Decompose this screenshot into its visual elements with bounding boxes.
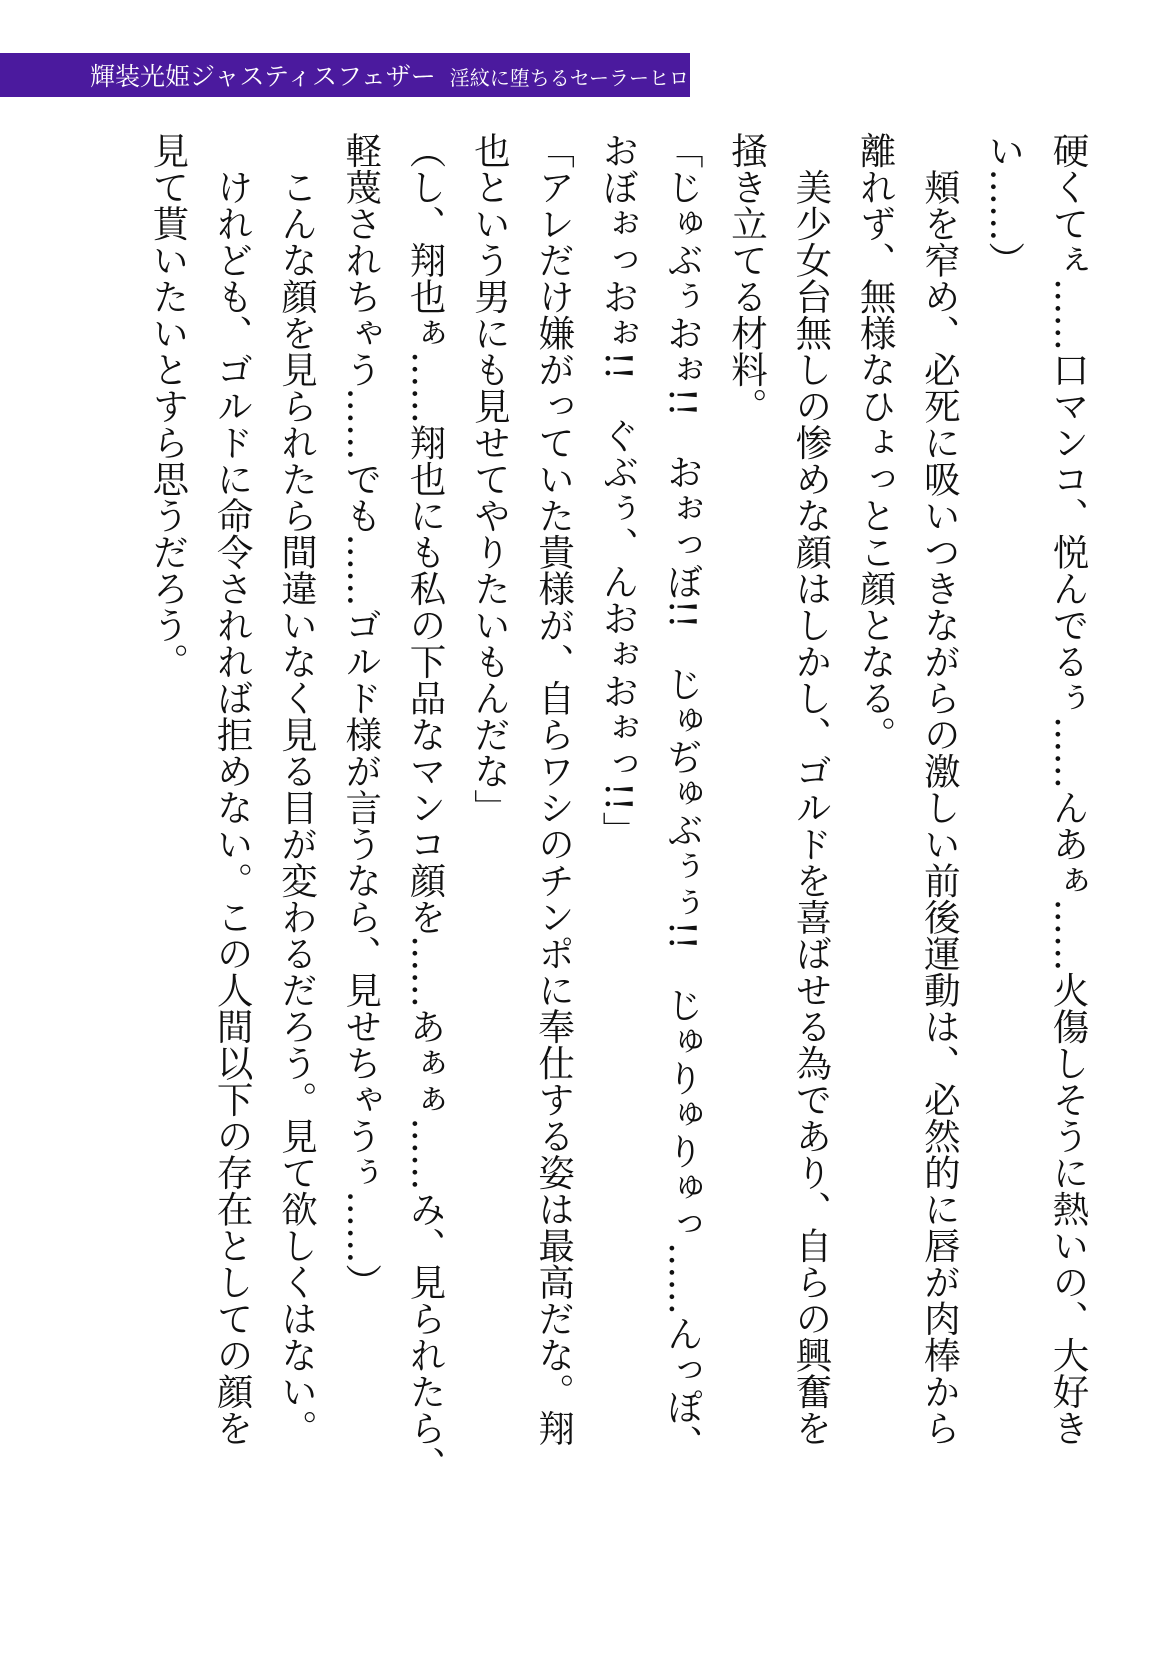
text-line: こんな顔を見られたら間違いなく見る目が変わるだろう。見て欲しくはない。 [275,132,319,1446]
text-line: 「じゅぶぅおぉ!! おぉっぼ!! じゅぢゅぶぅぅ!! じゅりゅりゅっ……んっぽ、 [661,132,705,1462]
vertical-body-text [80,132,1100,1612]
book-title: 輝装光姫ジャスティスフェザー [90,62,436,91]
text-line: けれども、ゴルドに命令されれば拒めない。この人間以下の存在としての顔を [211,132,255,1446]
text-line: 「アレだけ嫌がっていた貴様が、自らワシのチンポに奉仕する姿は最高だな。翔 [532,132,576,1446]
header-bar [0,53,729,97]
text-line: 掻き立てる材料。 [725,132,769,424]
book-subtitle: 淫紋に堕ちるセーラーヒロイン [449,66,729,90]
text-line: い……） [982,132,1026,278]
text-line: 見て貰いたいとすら思うだろう。 [146,132,190,680]
text-line: 硬くてぇ……口マンコ、悦んでるぅ……んあぁ……火傷しそうに熱いの、大好き [1047,132,1090,1446]
text-line: 軽蔑されちゃう……でも……ゴルド様が言うなら、見せちゃうぅ……） [339,132,383,1300]
text-line: 美少女台無しの惨めな顔はしかし、ゴルドを喜ばせる為であり、自らの興奮を [789,132,833,1446]
text-line: 頬を窄め、必死に吸いつきながらの激しい前後運動は、必然的に唇が肉棒から [918,132,962,1446]
text-line: 也という男にも見せてやりたいもんだな」 [468,132,512,826]
text-line: （し、翔也ぁ……翔也にも私の下品なマンコ顔を……あぁぁ……み、見られたら、 [404,132,448,1483]
text-line: 離れず、無様なひょっとこ顔となる。 [854,132,898,753]
header-content [0,57,728,93]
text-line: おぼぉっおぉ!! ぐぶぅ、んおぉおぉっ!!」 [596,132,640,848]
